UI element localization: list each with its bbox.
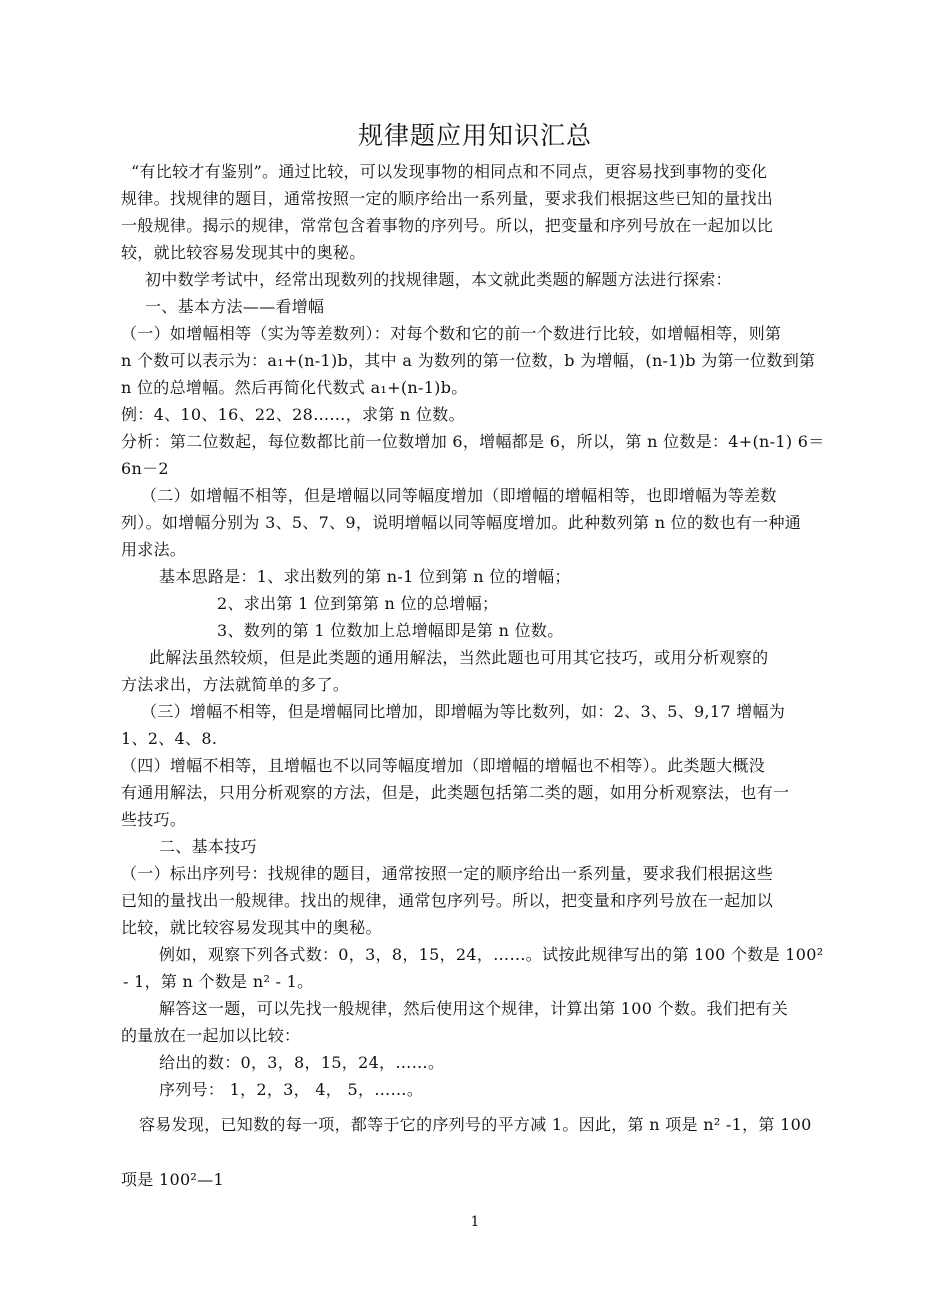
text-line: 规律。找规律的题目，通常按照一定的顺序给出一系列量，要求我们根据这些已知的量找出	[121, 189, 774, 208]
text-line: 项是 100²—1	[121, 1170, 224, 1189]
text-line: （四）增幅不相等，且增幅也不以同等幅度增加（即增幅的增幅也不相等）。此类题大概没	[121, 756, 766, 775]
text-line: 些技巧。	[121, 810, 187, 829]
text-line: 例：4、10、16、22、28……，求第 n 位数。	[121, 405, 465, 424]
text-line: 基本思路是：1、求出数列的第 n-1 位到第 n 位的增幅；	[159, 567, 571, 586]
text-line: 3、数列的第 1 位数加上总增幅即是第 n 位数。	[217, 621, 564, 640]
text-line: 一、基本方法——看增幅	[145, 297, 325, 316]
text-line: n 位的总增幅。然后再简化代数式 a₁+(n-1)b。	[121, 378, 468, 397]
text-line: 列）。如增幅分别为 3、5、7、9，说明增幅以同等幅度增加。此种数列第 n 位的数也有一种通	[121, 513, 802, 532]
text-line: 6n－2	[121, 459, 169, 478]
text-line: 的量放在一起加以比较：	[121, 1026, 301, 1045]
text-line: 例如，观察下列各式数：0，3，8，15，24，……。试按此规律写出的第 100 个数是 100²	[159, 945, 824, 964]
text-line: 容易发现，已知数的每一项，都等于它的序列号的平方减 1。因此，第 n 项是 n² -1，第 100	[139, 1115, 812, 1134]
text-line: 较，就比较容易发现其中的奥秘。	[121, 243, 366, 262]
text-line: 序列号： 1，2，3， 4， 5，……。	[159, 1080, 424, 1099]
text-line: （一）标出序列号：找规律的题目，通常按照一定的顺序给出一系列量，要求我们根据这些	[121, 864, 774, 883]
text-line: 已知的量找出一般规律。找出的规律，通常包序列号。所以，把变量和序列号放在一起加以	[121, 891, 774, 910]
text-line: （二）如增幅不相等，但是增幅以同等幅度增加（即增幅的增幅相等，也即增幅为等差数	[141, 486, 777, 505]
text-line: 方法求出，方法就简单的多了。	[121, 675, 350, 694]
text-line: 初中数学考试中，经常出现数列的找规律题，本文就此类题的解题方法进行探索：	[145, 270, 732, 289]
text-line: 用求法。	[121, 540, 187, 559]
text-line: 此解法虽然较烦，但是此类题的通用解法，当然此题也可用其它技巧，或用分析观察的	[149, 648, 769, 667]
document-title: 规律题应用知识汇总	[357, 121, 592, 150]
text-line: 解答这一题，可以先找一般规律，然后使用这个规律，计算出第 100 个数。我们把有关	[159, 999, 789, 1018]
text-line: 二、基本技巧	[159, 837, 257, 856]
text-line: 给出的数：0，3，8，15，24，……。	[159, 1053, 445, 1072]
page-number: 1	[470, 1214, 480, 1230]
text-line: 比较，就比较容易发现其中的奥秘。	[121, 918, 382, 937]
text-line: （一）如增幅相等（实为等差数列）：对每个数和它的前一个数进行比较，如增幅相等，则第	[121, 324, 782, 343]
text-line: “有比较才有鉴别”。通过比较，可以发现事物的相同点和不同点，更容易找到事物的变化	[131, 162, 768, 181]
text-line: （三）增幅不相等，但是增幅同比增加，即增幅为等比数列，如：2、3、5、9,17 增幅为	[141, 702, 786, 721]
text-line: 2、求出第 1 位到第第 n 位的总增幅；	[217, 594, 499, 613]
text-line: 1、2、4、8.	[121, 729, 218, 748]
text-line: - 1，第 n 个数是 n² - 1。	[123, 972, 314, 991]
text-line: n 个数可以表示为：a₁+(n-1)b，其中 a 为数列的第一位数，b 为增幅，(n-1)b 为第一位数到第	[121, 351, 816, 370]
text-line: 分析：第二位数起，每位数都比前一位数增加 6，增幅都是 6，所以，第 n 位数是：4+(n-1) 6＝	[121, 432, 825, 451]
text-line: 一般规律。揭示的规律，常常包含着事物的序列号。所以，把变量和序列号放在一起加以比	[121, 216, 774, 235]
text-line: 有通用解法，只用分析观察的方法，但是，此类题包括第二类的题，如用分析观察法，也有一	[121, 783, 790, 802]
